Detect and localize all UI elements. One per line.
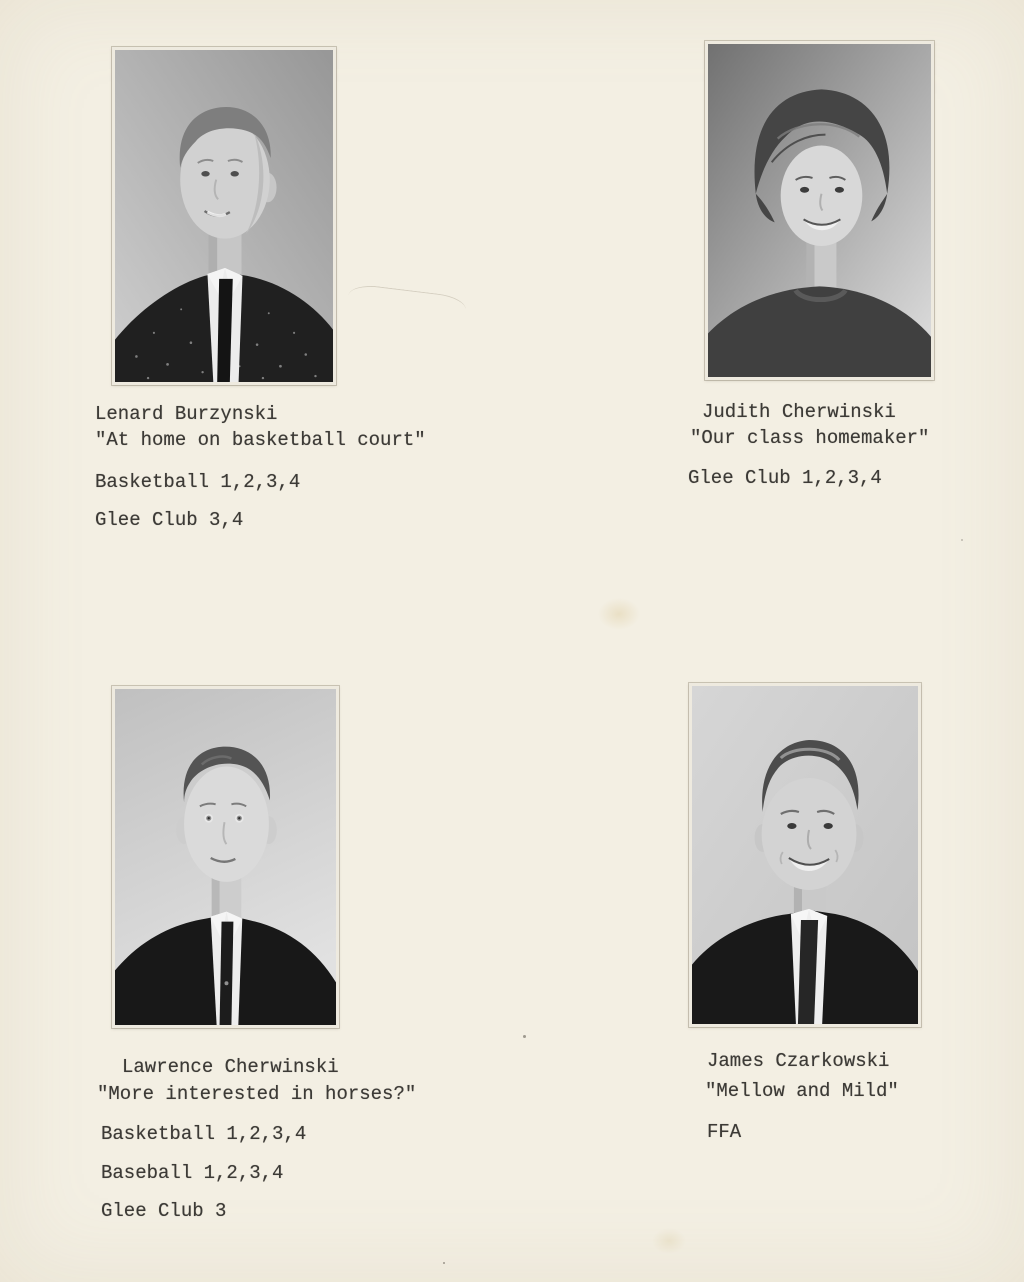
paper-scratch-mark [347,283,467,322]
portrait-illustration [115,689,336,1025]
student-quote: "More interested in horses?" [97,1083,417,1105]
student-quote: "Our class homemaker" [690,427,930,449]
student-name: James Czarkowski [707,1050,890,1072]
portrait-illustration [708,44,931,377]
paper-stain [598,598,640,630]
student-quote: "Mellow and Mild" [705,1080,899,1102]
student-quote: "At home on basketball court" [95,429,426,451]
student-name: Lenard Burzynski [95,403,278,425]
paper-stain [652,1228,686,1254]
portrait-illustration [692,686,918,1024]
student-name: Judith Cherwinski [702,401,896,423]
student-activity: Basketball 1,2,3,4 [95,471,301,493]
paper-speck [961,539,963,541]
student-activity: Basketball 1,2,3,4 [101,1123,307,1145]
paper-speck [523,1035,526,1038]
student-activity: Baseball 1,2,3,4 [101,1162,284,1184]
student-activity: Glee Club 3,4 [95,509,244,531]
paper-speck [443,1262,445,1264]
portrait-photo-lenard-burzynski [112,47,336,385]
student-name: Lawrence Cherwinski [122,1056,339,1078]
student-activity: FFA [707,1121,742,1143]
portrait-photo-james-czarkowski [689,683,921,1027]
student-activity: Glee Club 3 [101,1200,227,1222]
student-activity: Glee Club 1,2,3,4 [688,467,882,489]
portrait-photo-judith-cherwinski [705,41,934,380]
portrait-illustration [115,50,333,382]
portrait-photo-lawrence-cherwinski [112,686,339,1028]
